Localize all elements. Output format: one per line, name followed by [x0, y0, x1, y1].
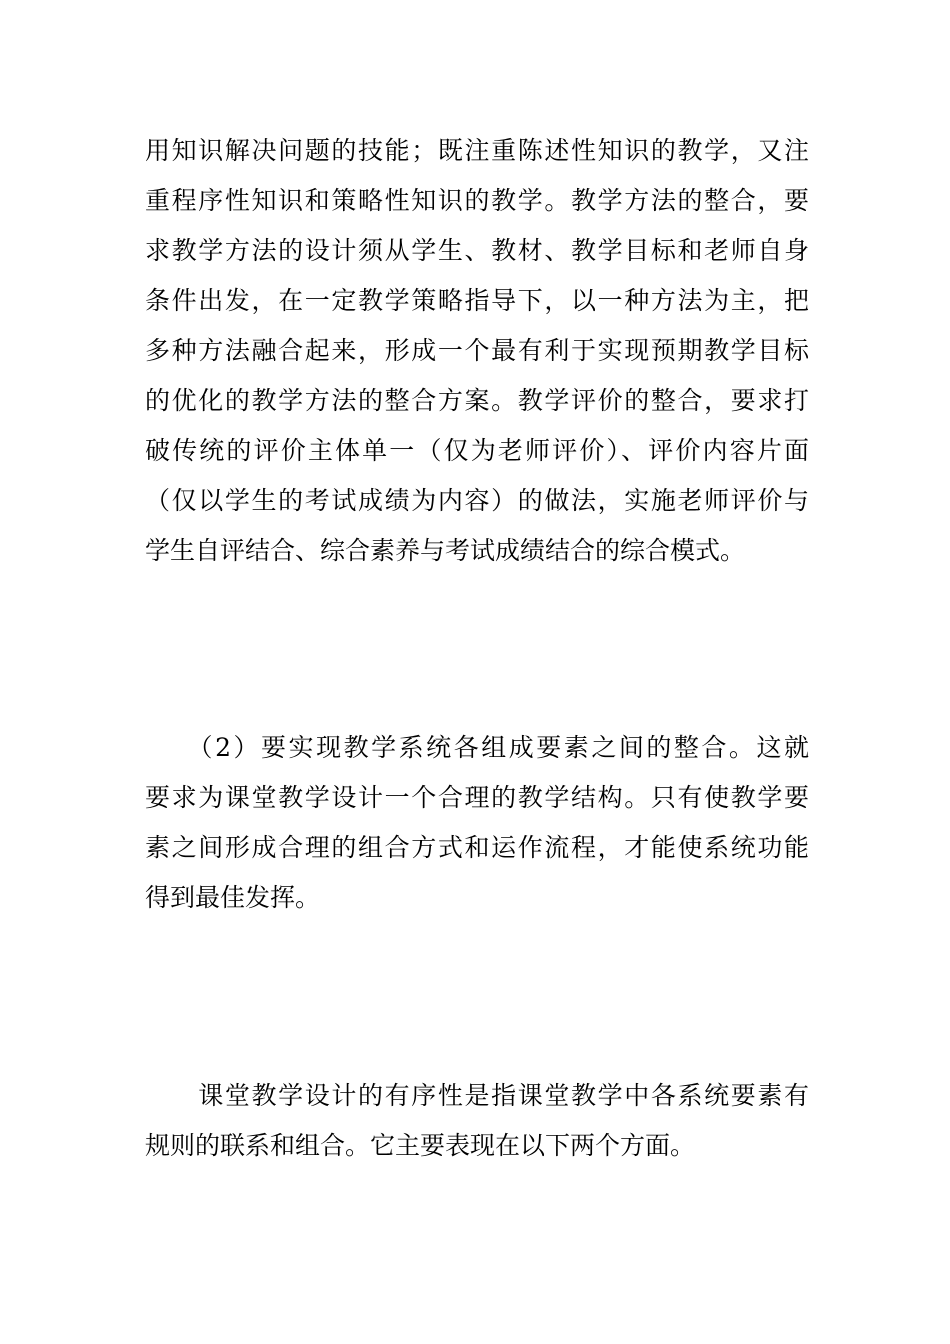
text-line: 要求为课堂教学设计一个合理的教学结构。只有使教学要	[145, 783, 809, 812]
paragraph-integration	[145, 126, 809, 576]
text-line: 求教学方法的设计须从学生、教材、教学目标和老师自身	[145, 236, 809, 265]
text-line: （仅以学生的考试成绩为内容）的做法，实施老师评价与	[145, 486, 809, 515]
text-line: 重程序性知识和策略性知识的教学。教学方法的整合，要	[145, 186, 809, 215]
text-line: 学生自评结合、综合素养与考试成绩结合的综合模式。	[145, 536, 746, 565]
text-line: 素之间形成合理的组合方式和运作流程，才能使系统功能	[145, 833, 809, 862]
text-line: 规则的联系和组合。它主要表现在以下两个方面。	[145, 1131, 696, 1160]
text-line: 的优化的教学方法的整合方案。教学评价的整合，要求打	[145, 386, 809, 415]
text-line: （2）要实现教学系统各组成要素之间的整合。这就	[145, 733, 809, 762]
text-line: 破传统的评价主体单一（仅为老师评价）、评价内容片面	[145, 436, 809, 465]
text-line: 条件出发，在一定教学策略指导下，以一种方法为主，把	[145, 286, 809, 315]
text-line: 得到最佳发挥。	[145, 883, 321, 912]
text-line: 多种方法融合起来，形成一个最有利于实现预期教学目标	[145, 336, 809, 365]
paragraph-orderliness	[145, 1071, 809, 1171]
text-line: 课堂教学设计的有序性是指课堂教学中各系统要素有	[145, 1081, 809, 1110]
paragraph-structure	[145, 723, 809, 923]
text-line: 用知识解决问题的技能；既注重陈述性知识的教学，又注	[145, 136, 809, 165]
